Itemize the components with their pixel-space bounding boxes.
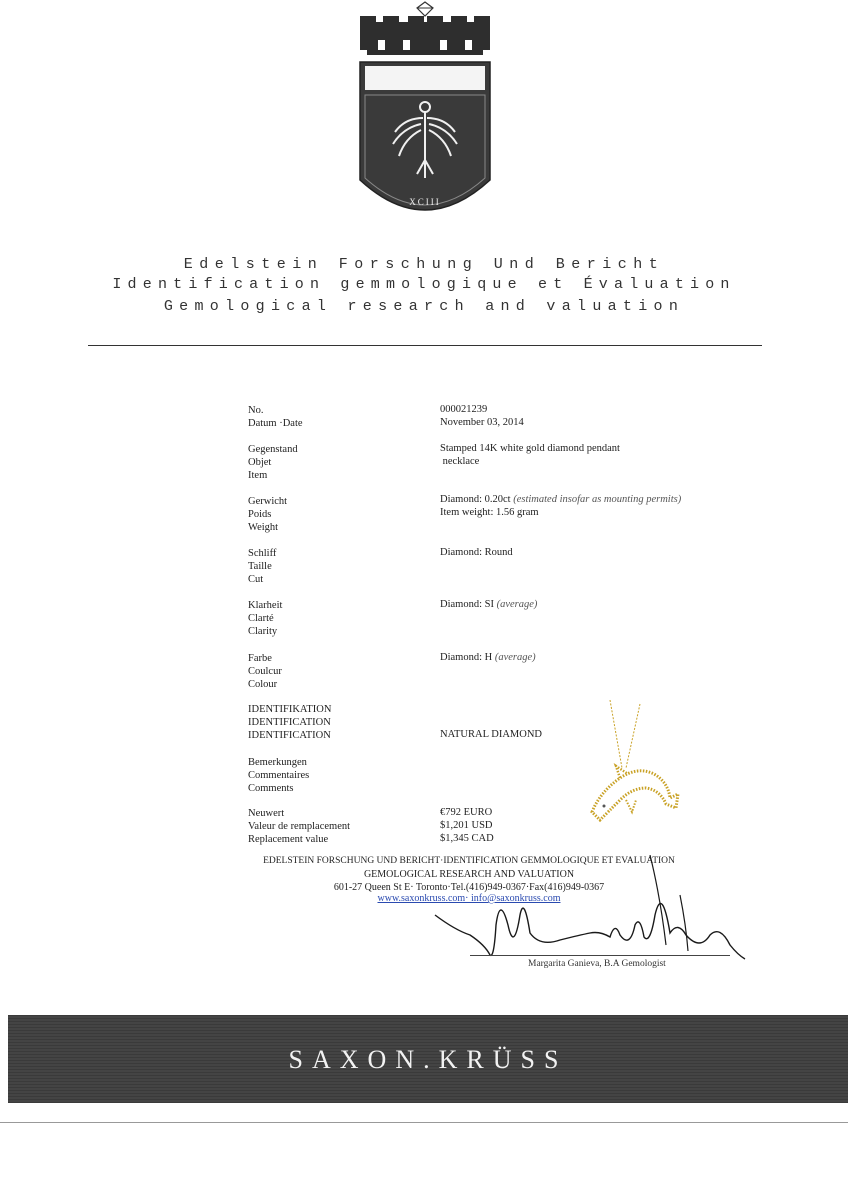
label-clarity-en: Clarity [248,626,278,637]
value-weight-carat: Diamond: 0.20ct [440,494,511,505]
footer-line-1: EDELSTEIN FORSCHUNG UND BERICHT·IDENTIFICATION GEMMOLOGIQUE ET EVALUATION [263,856,675,866]
footer-line-2: GEMOLOGICAL RESEARCH AND VALUATION [363,869,575,880]
crest-motto: XCIII [409,197,441,207]
crown-icon [360,16,490,55]
value-item-line1: Stamped 14K white gold diamond pendant [440,443,620,454]
value-date: November 03, 2014 [440,417,524,428]
bottom-divider [0,1122,848,1123]
signature [430,855,750,965]
value-cad: $1,345 CAD [440,833,494,844]
label-item-fr: Objet [248,457,272,468]
value-clarity-grade: Diamond: SI [440,599,494,610]
crest-emblem [355,0,495,230]
signer-name: Margarita Ganieva, B.A Gemologist [528,959,666,969]
label-cut-fr: Taille [248,561,272,572]
value-weight-item: Item weight: 1.56 gram [440,507,539,518]
label-number: No. [248,405,264,416]
label-comments-de: Bemerkungen [248,757,307,768]
value-clarity [440,598,537,611]
value-clarity-note: (average) [496,599,538,610]
label-colour-de: Farbe [248,653,272,664]
dolphin-pendant-image [580,700,690,830]
label-colour-fr: Coulcur [248,666,282,677]
label-identification-en: IDENTIFICATION [248,730,331,741]
label-value-fr: Valeur de remplacement [248,821,351,832]
value-cut: Diamond: Round [440,547,513,558]
label-date: Datum ·Date [248,418,303,429]
label-identification-fr: IDENTIFICATION [248,717,331,728]
label-weight-en: Weight [248,522,279,533]
header-divider [88,345,762,346]
label-value-en: Replacement value [248,834,329,845]
footer-links[interactable]: www.saxonkruss.com· info@saxonkruss.com [377,893,561,904]
heading-german: Edelstein Forschung Und Bericht [183,256,665,273]
value-usd: $1,201 USD [440,820,493,831]
diamond-icon [417,2,433,16]
heading-english: Gemological research and valuation [163,298,685,315]
label-comments-en: Comments [248,783,294,794]
label-cut-de: Schliff [248,548,277,559]
label-identification-de: IDENTIFIKATION [248,704,332,715]
value-colour-note: (average) [494,652,536,663]
value-weight-diamond [440,493,681,506]
heading-french: Identification gemmologique et Évaluation [112,276,736,293]
label-comments-fr: Commentaires [248,770,310,781]
signature-line [470,955,730,956]
label-weight-de: Gerwicht [248,496,288,507]
label-clarity-de: Klarheit [248,600,283,611]
label-item-de: Gegenstand [248,444,298,455]
value-colour-grade: Diamond: H [440,652,493,663]
value-number: 000021239 [440,404,488,415]
value-item-line2: necklace [440,456,480,467]
label-colour-en: Colour [248,679,278,690]
brand-band [8,1015,848,1103]
label-value-de: Neuwert [248,808,285,819]
value-eur: €792 EURO [440,807,493,818]
label-weight-fr: Poids [248,509,272,520]
label-clarity-fr: Clarté [248,613,274,624]
label-item-en: Item [248,470,268,481]
value-colour [440,651,536,664]
label-cut-en: Cut [248,574,264,585]
brand-logo: SAXON.KRÜSS [288,1045,568,1074]
value-weight-note: (estimated insofar as mounting permits) [513,494,682,505]
footer-address: 601-27 Queen St E· Toronto·Tel.(416)949-0367·Fax(416)949-0367 [333,882,605,893]
value-identification: NATURAL DIAMOND [440,729,542,740]
